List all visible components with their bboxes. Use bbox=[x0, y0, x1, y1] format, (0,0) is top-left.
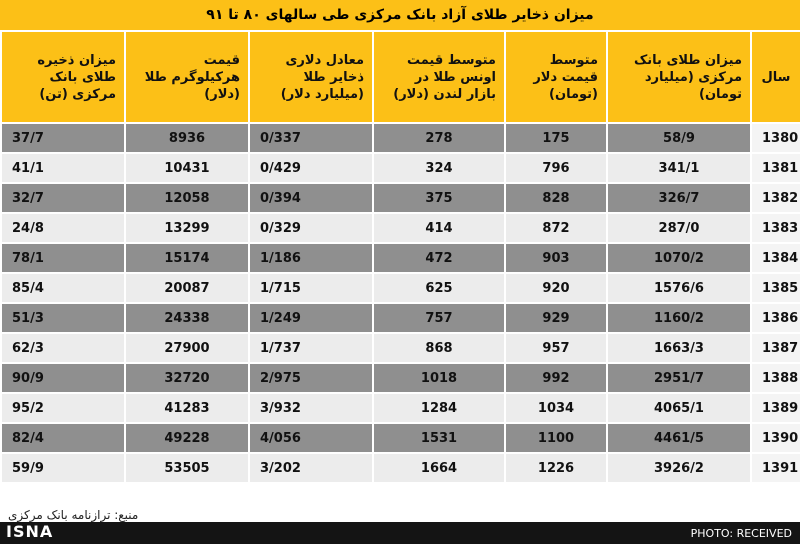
cell-tons: 90/9 bbox=[1, 363, 125, 393]
cell-year: 1388 bbox=[751, 363, 800, 393]
cell-gold-value: 1663/3 bbox=[607, 333, 751, 363]
table-row bbox=[1, 453, 800, 483]
cell-gold-value: 1160/2 bbox=[607, 303, 751, 333]
cell-dollar-equiv: 4/056 bbox=[249, 423, 373, 453]
cell-gold-value: 1070/2 bbox=[607, 243, 751, 273]
cell-gold-value: 4065/1 bbox=[607, 393, 751, 423]
cell-gold-value: 326/7 bbox=[607, 183, 751, 213]
cell-tons: 85/4 bbox=[1, 273, 125, 303]
footer bbox=[0, 500, 800, 544]
cell-dollar-equiv: 1/715 bbox=[249, 273, 373, 303]
cell-kg-price: 32720 bbox=[125, 363, 249, 393]
cell-ounce: 868 bbox=[373, 333, 505, 363]
cell-dollar: 903 bbox=[505, 243, 607, 273]
cell-dollar-equiv: 0/429 bbox=[249, 153, 373, 183]
cell-dollar: 175 bbox=[505, 123, 607, 153]
cell-tons: 78/1 bbox=[1, 243, 125, 273]
cell-dollar: 929 bbox=[505, 303, 607, 333]
header-ounce: متوسط قیمت اونس طلا در بازار لندن (دلار) bbox=[373, 31, 505, 123]
cell-ounce: 278 bbox=[373, 123, 505, 153]
cell-dollar: 1034 bbox=[505, 393, 607, 423]
cell-year: 1386 bbox=[751, 303, 800, 333]
table-title: میزان ذخایر طلای آزاد بانک مرکزی طی سالهای ۸۰ تا ۹۱ bbox=[206, 7, 594, 23]
cell-tons: 24/8 bbox=[1, 213, 125, 243]
cell-kg-price: 27900 bbox=[125, 333, 249, 363]
cell-dollar: 1226 bbox=[505, 453, 607, 483]
cell-year: 1381 bbox=[751, 153, 800, 183]
cell-tons: 32/7 bbox=[1, 183, 125, 213]
cell-gold-value: 58/9 bbox=[607, 123, 751, 153]
table-row bbox=[1, 423, 800, 453]
cell-dollar-equiv: 0/337 bbox=[249, 123, 373, 153]
table-row bbox=[1, 333, 800, 363]
source-note: منبع: ترازنامه بانک مرکزی bbox=[8, 508, 139, 522]
cell-ounce: 1531 bbox=[373, 423, 505, 453]
cell-gold-value: 3926/2 bbox=[607, 453, 751, 483]
cell-tons: 37/7 bbox=[1, 123, 125, 153]
cell-gold-value: 341/1 bbox=[607, 153, 751, 183]
cell-dollar-equiv: 3/202 bbox=[249, 453, 373, 483]
photo-credit: PHOTO: RECEIVED bbox=[690, 527, 792, 540]
cell-year: 1382 bbox=[751, 183, 800, 213]
cell-dollar-equiv: 3/932 bbox=[249, 393, 373, 423]
cell-year: 1387 bbox=[751, 333, 800, 363]
cell-year: 1385 bbox=[751, 273, 800, 303]
title-bar bbox=[0, 0, 800, 31]
brand-bar bbox=[0, 522, 800, 544]
cell-dollar-equiv: 1/186 bbox=[249, 243, 373, 273]
table-row bbox=[1, 393, 800, 423]
cell-dollar-equiv: 0/329 bbox=[249, 213, 373, 243]
table-row bbox=[1, 243, 800, 273]
cell-kg-price: 15174 bbox=[125, 243, 249, 273]
table-row bbox=[1, 303, 800, 333]
cell-ounce: 414 bbox=[373, 213, 505, 243]
header-kg-price: قیمت هرکیلوگرم طلا (دلار) bbox=[125, 31, 249, 123]
table-row bbox=[1, 273, 800, 303]
cell-dollar: 920 bbox=[505, 273, 607, 303]
cell-kg-price: 49228 bbox=[125, 423, 249, 453]
cell-dollar-equiv: 0/394 bbox=[249, 183, 373, 213]
cell-tons: 51/3 bbox=[1, 303, 125, 333]
cell-gold-value: 2951/7 bbox=[607, 363, 751, 393]
cell-dollar: 872 bbox=[505, 213, 607, 243]
header-dollar-equiv: معادل دلاری ذخایر طلا (میلیارد دلار) bbox=[249, 31, 373, 123]
cell-kg-price: 12058 bbox=[125, 183, 249, 213]
header-gold-value: میزان طلای بانک مرکزی (میلیارد تومان) bbox=[607, 31, 751, 123]
cell-ounce: 1284 bbox=[373, 393, 505, 423]
cell-ounce: 324 bbox=[373, 153, 505, 183]
isna-logo: ISNA bbox=[6, 522, 54, 541]
cell-dollar-equiv: 2/975 bbox=[249, 363, 373, 393]
cell-kg-price: 41283 bbox=[125, 393, 249, 423]
header-year: سال bbox=[751, 31, 800, 123]
cell-tons: 41/1 bbox=[1, 153, 125, 183]
table-row bbox=[1, 183, 800, 213]
cell-dollar: 828 bbox=[505, 183, 607, 213]
cell-gold-value: 287/0 bbox=[607, 213, 751, 243]
cell-year: 1384 bbox=[751, 243, 800, 273]
cell-ounce: 1018 bbox=[373, 363, 505, 393]
cell-ounce: 757 bbox=[373, 303, 505, 333]
table-row bbox=[1, 153, 800, 183]
cell-dollar: 957 bbox=[505, 333, 607, 363]
header-dollar: متوسط قیمت دلار (تومان) bbox=[505, 31, 607, 123]
table-row bbox=[1, 363, 800, 393]
cell-dollar-equiv: 1/737 bbox=[249, 333, 373, 363]
cell-ounce: 472 bbox=[373, 243, 505, 273]
cell-gold-value: 4461/5 bbox=[607, 423, 751, 453]
cell-dollar: 796 bbox=[505, 153, 607, 183]
header-row bbox=[1, 31, 800, 123]
cell-dollar-equiv: 1/249 bbox=[249, 303, 373, 333]
cell-year: 1383 bbox=[751, 213, 800, 243]
cell-kg-price: 53505 bbox=[125, 453, 249, 483]
table-row bbox=[1, 213, 800, 243]
cell-tons: 82/4 bbox=[1, 423, 125, 453]
cell-ounce: 375 bbox=[373, 183, 505, 213]
cell-kg-price: 13299 bbox=[125, 213, 249, 243]
cell-dollar: 1100 bbox=[505, 423, 607, 453]
gold-reserves-table bbox=[0, 30, 800, 484]
cell-tons: 62/3 bbox=[1, 333, 125, 363]
header-tons: میزان ذخیره طلای بانک مرکزی (تن) bbox=[1, 31, 125, 123]
cell-kg-price: 8936 bbox=[125, 123, 249, 153]
cell-year: 1389 bbox=[751, 393, 800, 423]
table-row bbox=[1, 123, 800, 153]
cell-year: 1391 bbox=[751, 453, 800, 483]
cell-kg-price: 10431 bbox=[125, 153, 249, 183]
cell-tons: 59/9 bbox=[1, 453, 125, 483]
cell-gold-value: 1576/6 bbox=[607, 273, 751, 303]
cell-kg-price: 24338 bbox=[125, 303, 249, 333]
cell-kg-price: 20087 bbox=[125, 273, 249, 303]
cell-tons: 95/2 bbox=[1, 393, 125, 423]
cell-year: 1390 bbox=[751, 423, 800, 453]
cell-ounce: 1664 bbox=[373, 453, 505, 483]
cell-year: 1380 bbox=[751, 123, 800, 153]
cell-dollar: 992 bbox=[505, 363, 607, 393]
cell-ounce: 625 bbox=[373, 273, 505, 303]
